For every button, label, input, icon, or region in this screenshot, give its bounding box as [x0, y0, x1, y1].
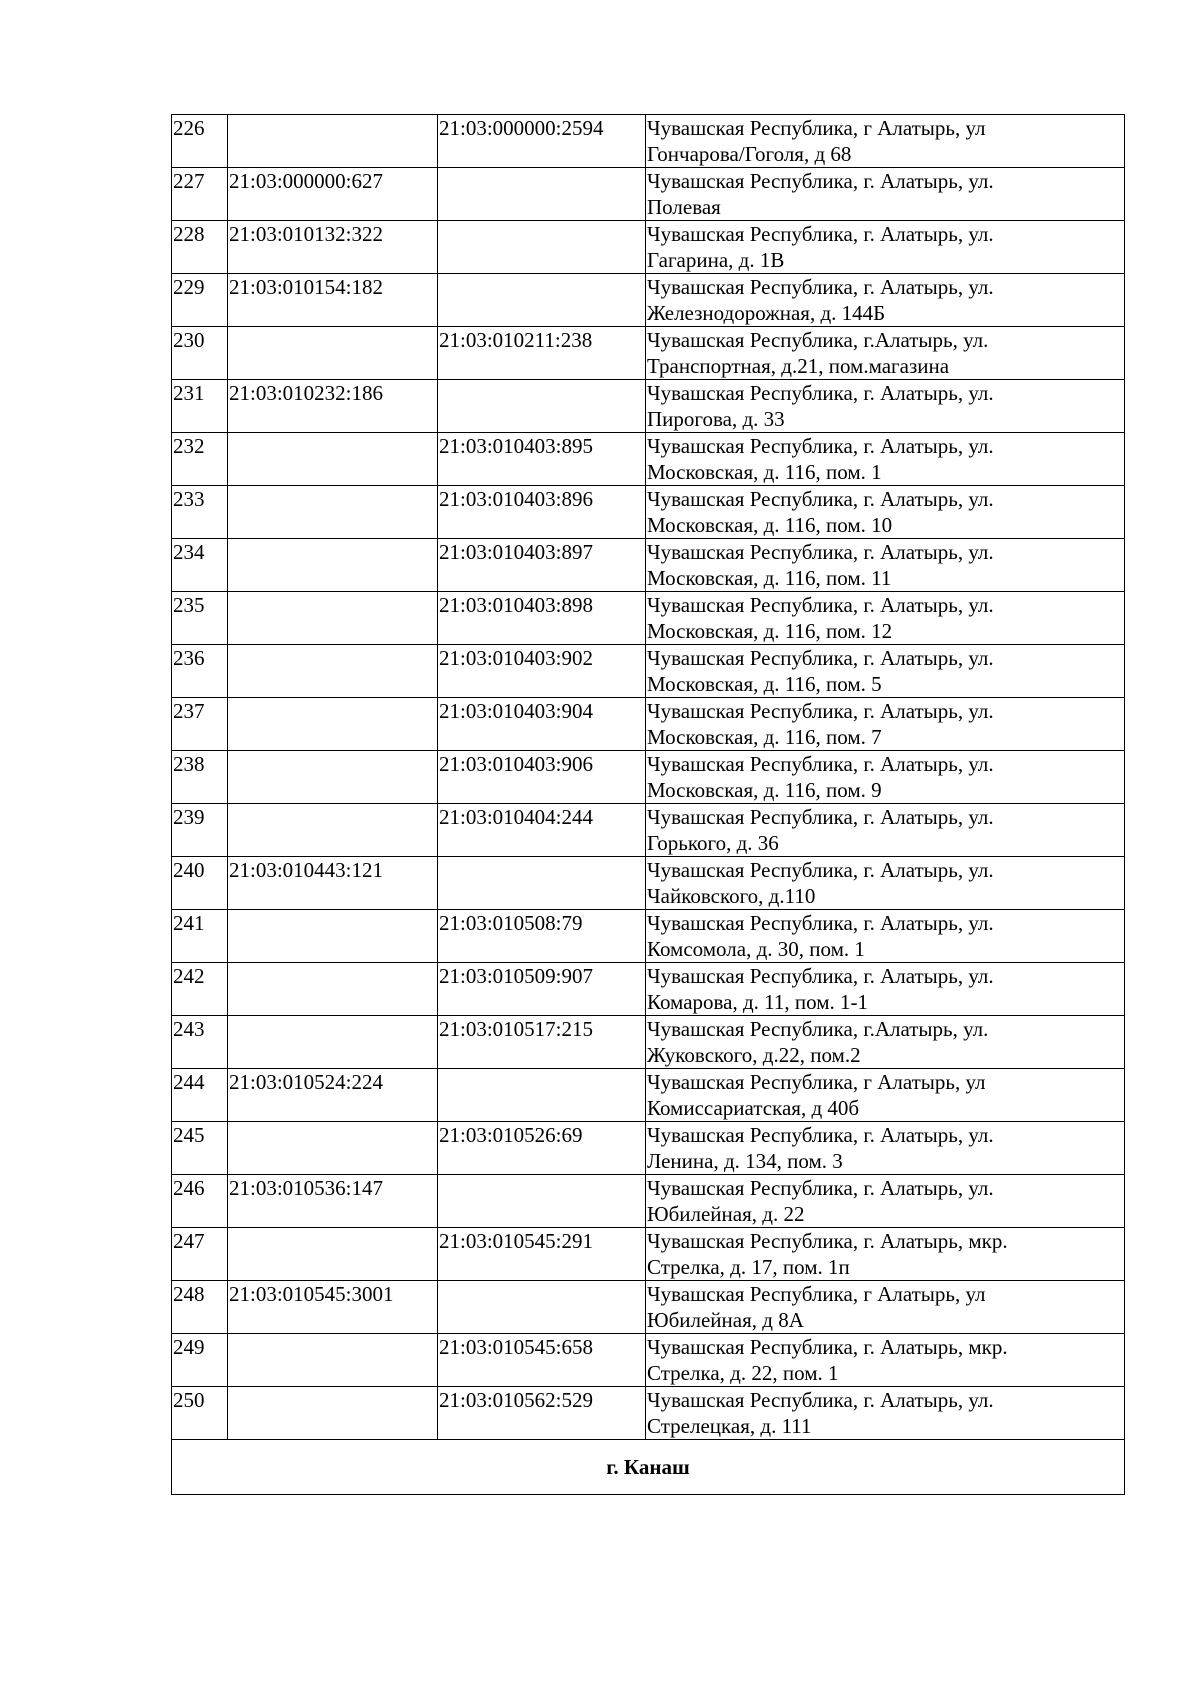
land-cadastral-number	[228, 645, 438, 698]
address-line-2: Гончарова/Гоголя, д 68	[647, 142, 852, 166]
address-cell	[646, 1175, 1125, 1228]
building-cadastral-number	[438, 857, 646, 910]
address-cell	[646, 221, 1125, 274]
building-cadastral-number	[438, 168, 646, 221]
address-line-1: Чувашская Республика, г. Алатырь, ул.	[647, 646, 994, 670]
row-number: 233	[172, 486, 228, 539]
table-row	[172, 1387, 1125, 1440]
table-row	[172, 115, 1125, 168]
row-number: 229	[172, 274, 228, 327]
building-cadastral-number: 21:03:010403:896	[438, 486, 646, 539]
building-cadastral-number: 21:03:010509:907	[438, 963, 646, 1016]
row-number: 234	[172, 539, 228, 592]
table-row	[172, 1281, 1125, 1334]
table-body	[172, 115, 1125, 1495]
building-cadastral-number	[438, 221, 646, 274]
address-line-2: Московская, д. 116, пом. 11	[647, 566, 892, 590]
address-cell	[646, 1228, 1125, 1281]
address-line-2: Стрелецкая, д. 111	[647, 1414, 812, 1438]
land-cadastral-number: 21:03:010154:182	[228, 274, 438, 327]
building-cadastral-number	[438, 274, 646, 327]
table-row	[172, 274, 1125, 327]
table-row	[172, 751, 1125, 804]
address-line-1: Чувашская Республика, г. Алатырь, ул.	[647, 1176, 994, 1200]
table-row	[172, 963, 1125, 1016]
address-line-1: Чувашская Республика, г. Алатырь, ул.	[647, 593, 994, 617]
table-row	[172, 804, 1125, 857]
land-cadastral-number	[228, 486, 438, 539]
table-row	[172, 698, 1125, 751]
land-cadastral-number	[228, 751, 438, 804]
table-row	[172, 1334, 1125, 1387]
table-row	[172, 910, 1125, 963]
table-row	[172, 592, 1125, 645]
land-cadastral-number	[228, 698, 438, 751]
land-cadastral-number: 21:03:010545:3001	[228, 1281, 438, 1334]
address-line-1: Чувашская Республика, г. Алатырь, ул.	[647, 1123, 994, 1147]
address-line-2: Железнодорожная, д. 144Б	[647, 301, 886, 325]
land-cadastral-number: 21:03:010536:147	[228, 1175, 438, 1228]
building-cadastral-number: 21:03:010403:904	[438, 698, 646, 751]
address-line-1: Чувашская Республика, г.Алатырь, ул.	[647, 328, 989, 352]
row-number: 244	[172, 1069, 228, 1122]
address-cell	[646, 539, 1125, 592]
property-table	[171, 114, 1125, 1495]
building-cadastral-number: 21:03:000000:2594	[438, 115, 646, 168]
address-cell	[646, 1334, 1125, 1387]
row-number: 232	[172, 433, 228, 486]
address-line-2: Стрелка, д. 17, пом. 1п	[647, 1255, 850, 1279]
row-number: 246	[172, 1175, 228, 1228]
address-cell	[646, 1016, 1125, 1069]
row-number: 241	[172, 910, 228, 963]
row-number: 242	[172, 963, 228, 1016]
address-cell	[646, 804, 1125, 857]
address-line-1: Чувашская Республика, г Алатырь, ул	[647, 116, 986, 140]
address-line-1: Чувашская Республика, г. Алатырь, ул.	[647, 964, 994, 988]
section-heading-row	[172, 1440, 1125, 1495]
table-row	[172, 1069, 1125, 1122]
address-line-1: Чувашская Республика, г. Алатырь, ул.	[647, 752, 994, 776]
land-cadastral-number	[228, 1334, 438, 1387]
address-cell	[646, 1281, 1125, 1334]
address-cell	[646, 274, 1125, 327]
building-cadastral-number: 21:03:010404:244	[438, 804, 646, 857]
address-line-1: Чувашская Республика, г Алатырь, ул	[647, 1070, 986, 1094]
address-line-2: Транспортная, д.21, пом.магазина	[647, 354, 950, 378]
address-line-1: Чувашская Республика, г. Алатырь, ул.	[647, 911, 994, 935]
row-number: 243	[172, 1016, 228, 1069]
address-cell	[646, 698, 1125, 751]
row-number: 238	[172, 751, 228, 804]
row-number: 230	[172, 327, 228, 380]
land-cadastral-number	[228, 1387, 438, 1440]
land-cadastral-number: 21:03:000000:627	[228, 168, 438, 221]
address-line-1: Чувашская Республика, г. Алатырь, ул.	[647, 540, 994, 564]
address-cell	[646, 1069, 1125, 1122]
address-line-2: Пирогова, д. 33	[647, 407, 785, 431]
address-line-1: Чувашская Республика, г Алатырь, ул	[647, 1282, 986, 1306]
address-line-2: Московская, д. 116, пом. 5	[647, 672, 882, 696]
table-row	[172, 1175, 1125, 1228]
table-row	[172, 1228, 1125, 1281]
land-cadastral-number	[228, 433, 438, 486]
address-line-2: Гагарина, д. 1В	[647, 248, 785, 272]
row-number: 235	[172, 592, 228, 645]
table-row	[172, 1016, 1125, 1069]
address-cell	[646, 963, 1125, 1016]
land-cadastral-number: 21:03:010443:121	[228, 857, 438, 910]
land-cadastral-number	[228, 1228, 438, 1281]
building-cadastral-number	[438, 1281, 646, 1334]
address-line-1: Чувашская Республика, г. Алатырь, ул.	[647, 275, 994, 299]
row-number: 247	[172, 1228, 228, 1281]
row-number: 227	[172, 168, 228, 221]
address-line-2: Комсомола, д. 30, пом. 1	[647, 937, 865, 961]
table-row	[172, 433, 1125, 486]
address-line-2: Ленина, д. 134, пом. 3	[647, 1149, 843, 1173]
address-line-1: Чувашская Республика, г. Алатырь, ул.	[647, 1388, 994, 1412]
land-cadastral-number	[228, 804, 438, 857]
row-number: 237	[172, 698, 228, 751]
address-line-2: Юбилейная, д 8А	[647, 1308, 804, 1332]
address-line-2: Московская, д. 116, пом. 1	[647, 460, 882, 484]
address-line-2: Юбилейная, д. 22	[647, 1202, 805, 1226]
row-number: 248	[172, 1281, 228, 1334]
table-row	[172, 380, 1125, 433]
address-cell	[646, 1122, 1125, 1175]
address-line-2: Московская, д. 116, пом. 7	[647, 725, 882, 749]
land-cadastral-number	[228, 592, 438, 645]
building-cadastral-number: 21:03:010545:658	[438, 1334, 646, 1387]
table-row	[172, 645, 1125, 698]
row-number: 250	[172, 1387, 228, 1440]
address-line-2: Московская, д. 116, пом. 10	[647, 513, 893, 537]
land-cadastral-number	[228, 539, 438, 592]
table-row	[172, 857, 1125, 910]
address-line-1: Чувашская Республика, г.Алатырь, ул.	[647, 1017, 989, 1041]
building-cadastral-number	[438, 1175, 646, 1228]
building-cadastral-number: 21:03:010403:902	[438, 645, 646, 698]
building-cadastral-number: 21:03:010403:898	[438, 592, 646, 645]
address-cell	[646, 592, 1125, 645]
land-cadastral-number: 21:03:010132:322	[228, 221, 438, 274]
address-cell	[646, 327, 1125, 380]
row-number: 245	[172, 1122, 228, 1175]
land-cadastral-number	[228, 1016, 438, 1069]
table-row	[172, 1122, 1125, 1175]
land-cadastral-number	[228, 327, 438, 380]
address-line-1: Чувашская Республика, г. Алатырь, ул.	[647, 487, 994, 511]
address-line-1: Чувашская Республика, г. Алатырь, ул.	[647, 222, 994, 246]
land-cadastral-number: 21:03:010232:186	[228, 380, 438, 433]
address-line-1: Чувашская Республика, г. Алатырь, ул.	[647, 805, 994, 829]
address-line-1: Чувашская Республика, г. Алатырь, ул.	[647, 858, 994, 882]
row-number: 239	[172, 804, 228, 857]
address-line-2: Жуковского, д.22, пом.2	[647, 1043, 861, 1067]
row-number: 249	[172, 1334, 228, 1387]
address-line-1: Чувашская Республика, г. Алатырь, мкр.	[647, 1229, 1008, 1253]
building-cadastral-number: 21:03:010508:79	[438, 910, 646, 963]
address-cell	[646, 857, 1125, 910]
building-cadastral-number: 21:03:010403:895	[438, 433, 646, 486]
land-cadastral-number	[228, 115, 438, 168]
address-line-1: Чувашская Республика, г. Алатырь, мкр.	[647, 1335, 1008, 1359]
table-row	[172, 168, 1125, 221]
land-cadastral-number	[228, 910, 438, 963]
address-cell	[646, 380, 1125, 433]
address-line-2: Московская, д. 116, пом. 12	[647, 619, 893, 643]
building-cadastral-number	[438, 1069, 646, 1122]
land-cadastral-number	[228, 963, 438, 1016]
address-line-1: Чувашская Республика, г. Алатырь, ул.	[647, 434, 994, 458]
address-cell	[646, 168, 1125, 221]
building-cadastral-number: 21:03:010517:215	[438, 1016, 646, 1069]
address-line-1: Чувашская Республика, г. Алатырь, ул.	[647, 169, 994, 193]
building-cadastral-number: 21:03:010403:906	[438, 751, 646, 804]
building-cadastral-number: 21:03:010403:897	[438, 539, 646, 592]
address-cell	[646, 115, 1125, 168]
building-cadastral-number: 21:03:010211:238	[438, 327, 646, 380]
building-cadastral-number: 21:03:010545:291	[438, 1228, 646, 1281]
address-cell	[646, 645, 1125, 698]
table-row	[172, 327, 1125, 380]
row-number: 240	[172, 857, 228, 910]
address-cell	[646, 433, 1125, 486]
address-line-1: Чувашская Республика, г. Алатырь, ул.	[647, 381, 994, 405]
address-line-2: Чайковского, д.110	[647, 884, 816, 908]
section-heading: г. Канаш	[172, 1440, 1125, 1495]
land-cadastral-number	[228, 1122, 438, 1175]
address-line-2: Полевая	[647, 195, 721, 219]
address-cell	[646, 751, 1125, 804]
row-number: 226	[172, 115, 228, 168]
address-cell	[646, 486, 1125, 539]
address-line-2: Московская, д. 116, пом. 9	[647, 778, 882, 802]
address-line-1: Чувашская Республика, г. Алатырь, ул.	[647, 699, 994, 723]
address-cell	[646, 1387, 1125, 1440]
address-cell	[646, 910, 1125, 963]
table-row	[172, 221, 1125, 274]
row-number: 236	[172, 645, 228, 698]
table-row	[172, 539, 1125, 592]
row-number: 228	[172, 221, 228, 274]
land-cadastral-number: 21:03:010524:224	[228, 1069, 438, 1122]
building-cadastral-number: 21:03:010526:69	[438, 1122, 646, 1175]
building-cadastral-number	[438, 380, 646, 433]
row-number: 231	[172, 380, 228, 433]
address-line-2: Стрелка, д. 22, пом. 1	[647, 1361, 839, 1385]
address-line-2: Комарова, д. 11, пом. 1-1	[647, 990, 869, 1014]
address-line-2: Комиссариатская, д 40б	[647, 1096, 860, 1120]
building-cadastral-number: 21:03:010562:529	[438, 1387, 646, 1440]
address-line-2: Горького, д. 36	[647, 831, 779, 855]
table-row	[172, 486, 1125, 539]
